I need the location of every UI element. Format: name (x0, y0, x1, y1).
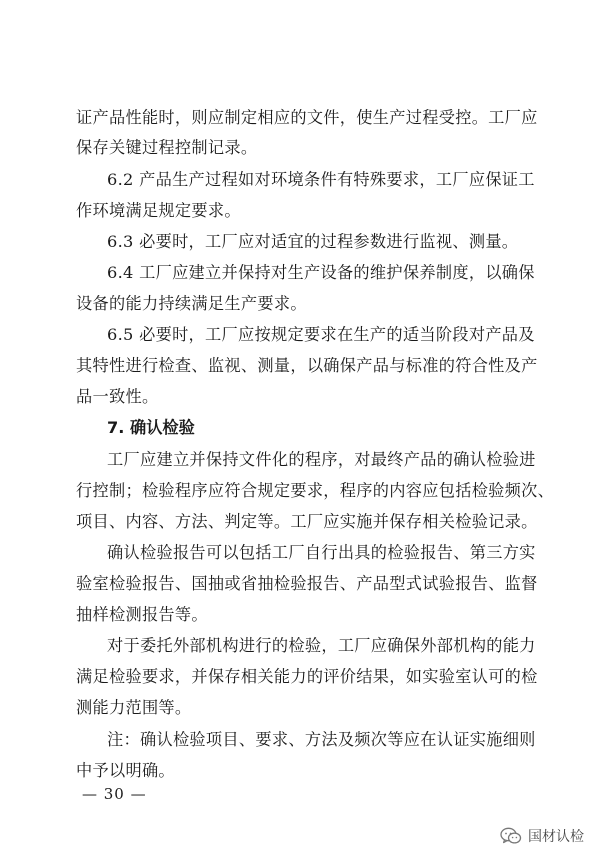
text-line: 其特性进行检查、监视、测量，以确保产品与标准的符合性及产 (76, 356, 538, 375)
text-line: 品一致性。 (76, 387, 159, 406)
text-line: 作环境满足规定要求。 (76, 201, 241, 220)
text-line: 设备的能力持续满足生产要求。 (76, 294, 307, 313)
text-line: 6.3 必要时，工厂应对适宜的过程参数进行监视、测量。 (107, 232, 519, 251)
watermark (500, 824, 584, 848)
text-line: 注：确认检验项目、要求、方法及频次等应在认证实施细则 (107, 730, 536, 749)
text-line: 测能力范围等。 (76, 698, 192, 717)
text-line: 6.2 产品生产过程如对环境条件有特殊要求，工厂应保证工 (107, 170, 535, 189)
text-line: 验室检验报告、国抽或省抽检验报告、产品型式试验报告、监督 (76, 574, 538, 593)
text-line: 抽样检测报告等。 (76, 605, 208, 624)
text-line: 保存关键过程控制记录。 (76, 138, 258, 157)
section-heading: 7. 确认检验 (107, 418, 195, 437)
text-line: 中予以明确。 (76, 761, 175, 780)
text-line: 项目、内容、方法、判定等。工厂应实施并保存相关检验记录。 (76, 512, 538, 531)
text-line: 证产品性能时，则应制定相应的文件，使生产过程受控。工厂应 (76, 108, 538, 127)
text-line: 工厂应建立并保持文件化的程序，对最终产品的确认检验进 (107, 450, 536, 469)
watermark-label: 国材认检 (528, 829, 584, 845)
text-line: 6.5 必要时，工厂应按规定要求在生产的适当阶段对产品及 (107, 325, 535, 344)
text-line: 确认检验报告可以包括工厂自行出具的检验报告、第三方实 (107, 543, 536, 562)
page-number: — 30 — (82, 785, 147, 803)
text-line: 6.4 工厂应建立并保持对生产设备的维护保养制度，以确保 (107, 263, 535, 282)
wechat-icon (500, 827, 522, 845)
text-line: 对于委托外部机构进行的检验，工厂应确保外部机构的能力 (107, 636, 536, 655)
text-line: 行控制；检验程序应符合规定要求，程序的内容应包括检验频次、 (76, 481, 555, 500)
text-line: 满足检验要求，并保存相关能力的评价结果，如实验室认可的检 (76, 667, 538, 686)
